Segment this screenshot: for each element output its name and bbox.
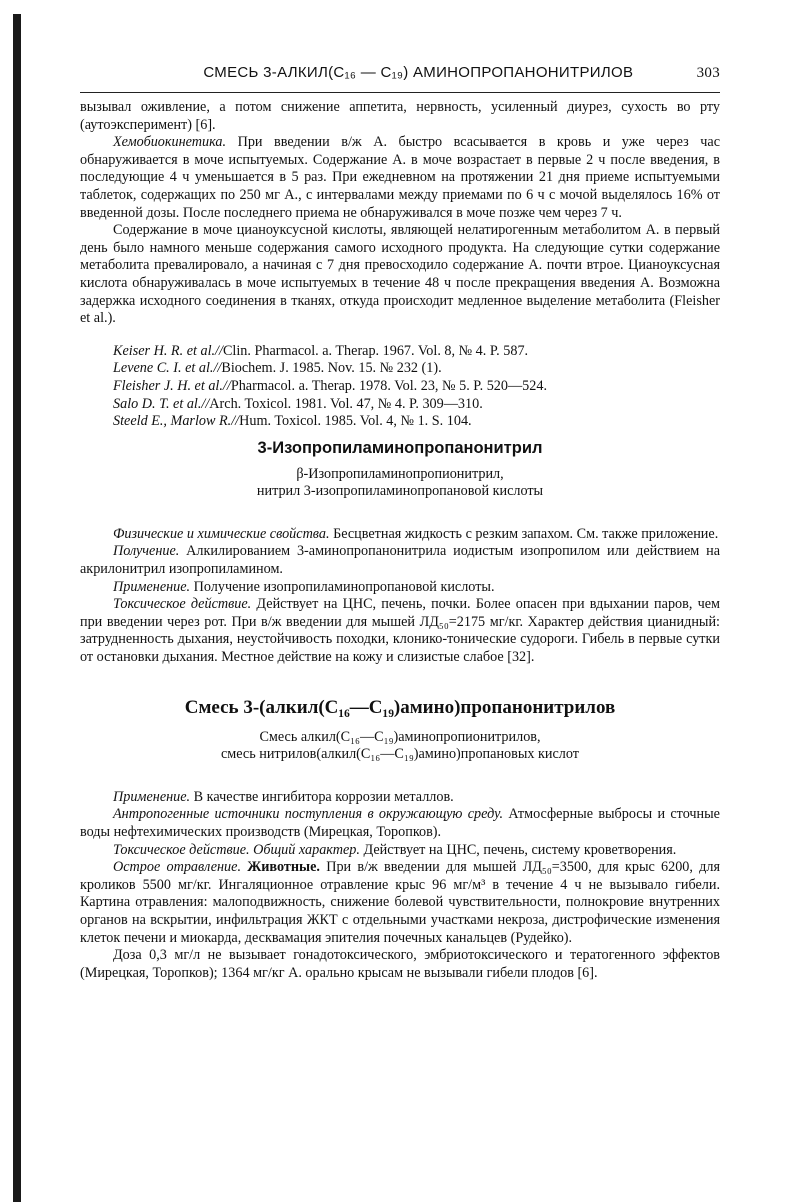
reference-item [80, 343, 720, 361]
section-title-isopropylaminopropanonitrile: 3-Изопропиламинопропанонитрил [257, 438, 543, 457]
synonyms-block [80, 729, 720, 764]
paragraph-anthropogenic-sources [80, 806, 720, 841]
paragraph-preparation [80, 543, 720, 578]
synonym-line: нитрил 3-изопропиламинопропановой кислоты [256, 483, 544, 500]
paragraph-metabolite: Содержание в моче цианоуксусной кислоты, являющей нелатирогенным метаболитом А. в первый день было намного меньше содержания самого исходного продукта. На следующие сутки содержание метаболита превалировало, а начиная с 7 дня превосходило содержание А. почти втрое. Цианоуксусная кислота обнаруживалась в моче испытуемых в течение 48 ч после прекращения введения А. Возможна задержка исходного соединения в тканях, откуда происходит медленное выделение метаболита (Fleisher et al.). [80, 222, 720, 327]
paragraph-toxic-action [80, 596, 720, 666]
scan-edge-bar [13, 14, 21, 1202]
reference-author: Steeld E., Marlow R.// [113, 413, 240, 430]
paragraph-text: Получение изопропиламинопропановой кислоты. [190, 578, 495, 595]
paragraph-text: В качестве ингибитора коррозии металлов. [190, 788, 454, 805]
reference-item [80, 378, 720, 396]
paragraph-continuation: вызывал оживление, а потом снижение аппетита, нервность, усиленный диурез, сухость во рту (аутоэксперимент) [6]. [80, 99, 720, 133]
reference-source: Hum. Toxicol. 1985. Vol. 4, № 1. S. 104. [239, 413, 472, 430]
run-in-heading: Получение. [113, 543, 180, 560]
run-in-subheading: Животные. [247, 859, 320, 876]
run-in-heading: Антропогенные источники поступления в окружающую среду. [113, 806, 504, 823]
paragraph-toxic-action [80, 842, 720, 860]
run-in-heading: Применение. [113, 788, 191, 805]
paragraph-dose-effects: Доза 0,3 мг/л не вызывает гонадотоксического, эмбриотоксического и тератогенного эффектов (Мирецкая, Торопков); 1364 мг/кг А. орально крысам не вызывали гибели плодов [6]. [80, 947, 720, 981]
running-header [80, 64, 720, 90]
paragraph-properties [80, 526, 720, 544]
run-in-heading: Применение. [113, 578, 191, 595]
reference-source: Clin. Pharmacol. a. Therap. 1967. Vol. 8, № 4. P. 587. [222, 342, 529, 359]
paragraph-application [80, 789, 720, 807]
paragraph-text: При введении в/ж А. быстро всасывается в кровь и уже через час обнаруживается в моче испытуемых. Содержание А. в моче возрастает в первые 2 ч после введения, в последующие 4 ч уменьшается в 5 раз. При ежедневном на протяжении 21 дня приеме испытуемыми таблеток, содержащих по 250 мг А., с интервалами между приемами по 6 ч с мочой выделялось 16% от введенной дозы. После последнего приема не обнаруживался в моче позже чем через 7 ч. [80, 134, 720, 221]
paragraph-acute-poisoning [80, 859, 720, 947]
paragraph-text: Алкилированием 3-аминопропанонитрила иодистым изопропилом или действием на акрилонитрил изопропиламином. [80, 543, 720, 578]
synonyms-block [80, 466, 720, 501]
paragraph-application [80, 579, 720, 597]
reference-source: Pharmacol. a. Therap. 1978. Vol. 23, № 5. P. 520—524. [230, 377, 547, 394]
synonym-line: β-Изопропиламинопропионитрил, [296, 465, 504, 482]
reference-author: Salo D. T. et al.// [113, 395, 210, 412]
paragraph-text: Действует на ЦНС, печень, почки. Более опасен при вдыхании паров, чем при введении через рот. При в/ж введении для мышей ЛД₅₀=2175 мг/кг. Характер действия цианидный: затрудненность дыхания, неустойчивость походки, клонико-тонические судороги. Гибель в первые сутки от остановки дыхания. Местное действие на кожу и слизистые слабое [32]. [80, 596, 720, 666]
reference-item [80, 396, 720, 414]
run-in-heading: Токсическое действие. Общий характер. [113, 841, 360, 858]
run-in-heading: Хемобиокинетика. [113, 134, 227, 151]
reference-source: Arch. Toxicol. 1981. Vol. 47, № 4. P. 309—310. [209, 395, 483, 412]
reference-list [80, 343, 720, 431]
reference-author: Levene C. I. et al.// [113, 360, 222, 377]
paragraph-text: Атмосферные выбросы и сточные воды нефтехимических производств (Мирецкая, Торопков). [80, 806, 720, 840]
paragraph-text: При в/ж введении для мышей ЛД₅₀=3500, для крыс 6200, для кроликов 5500 мг/кг. Ингаляционное отравление крыс 96 мг/м³ в течение 4 ч не вызывало гибели. Картина отравления: малоподвижность, снижение болевой чувствительности, полнокровие внутренних органов на вскрытии, инфильтрация ЖКТ с отдельными участками некроза, дистрофические изменения клеток печени и миокарда, десквамация эпителия почечных канальцев (Рудейко). [80, 859, 720, 946]
running-title: СМЕСЬ 3-АЛКИЛ(C₁₆ — C₁₉) АМИНОПРОПАНОНИТРИЛОВ [203, 64, 634, 81]
reference-author: Fleisher J. H. et al.// [113, 377, 231, 394]
run-in-heading: Острое отравление. [113, 859, 241, 876]
header-rule [80, 92, 720, 93]
book-page [80, 64, 720, 982]
reference-item [80, 360, 720, 378]
section-title-alkylaminopropanonitriles: Смесь 3-(алкил(C₁₆—C₁₉)амино)пропанонитрилов [184, 696, 616, 718]
page-number: 303 [696, 65, 720, 81]
synonym-line: Смесь алкил(C₁₆—C₁₉)аминопропионитрилов, [259, 728, 541, 745]
paragraph-chemobiokinetics [80, 134, 720, 222]
reference-author: Keiser H. R. et al.// [113, 342, 223, 359]
paragraph-text: Бесцветная жидкость с резким запахом. См. также приложение. [329, 525, 719, 542]
reference-source: Biochem. J. 1985. Nov. 15. № 232 (1). [221, 360, 442, 377]
paragraph-text: Действует на ЦНС, печень, систему кроветворения. [359, 841, 677, 858]
run-in-heading: Физические и химические свойства. [113, 525, 330, 542]
run-in-heading: Токсическое действие. [113, 596, 252, 613]
synonym-line: смесь нитрилов(алкил(C₁₆—C₁₉)амино)пропановых кислот [221, 746, 579, 763]
reference-item [80, 413, 720, 431]
